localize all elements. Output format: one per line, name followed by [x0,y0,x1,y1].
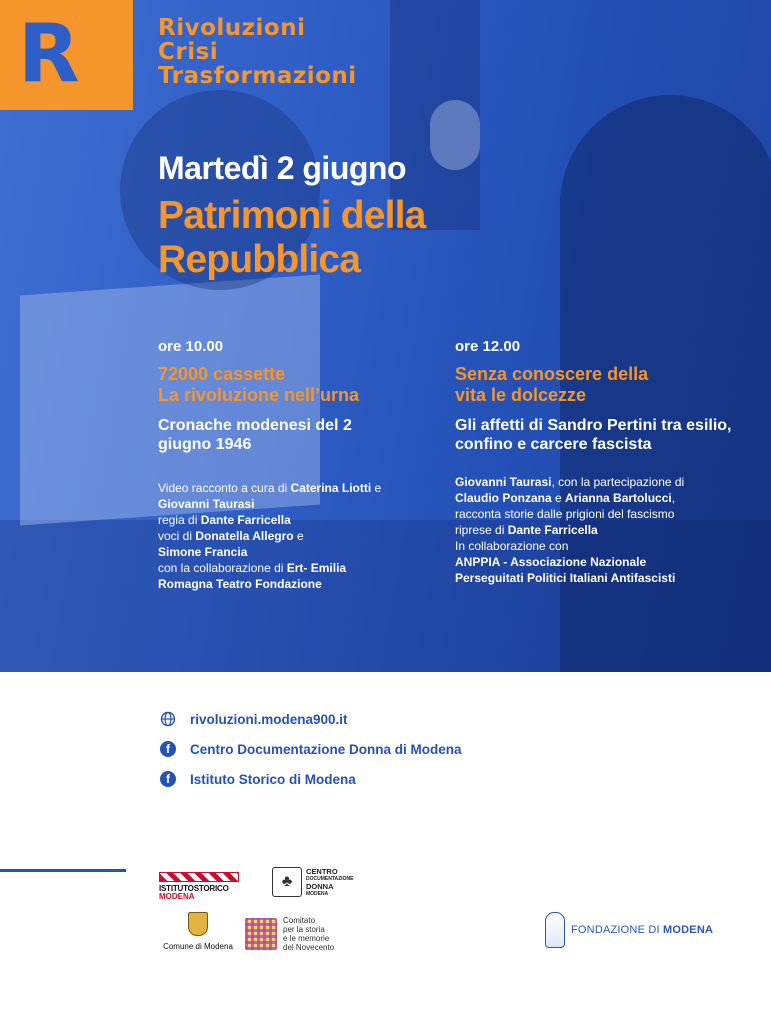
session-1 [158,338,408,592]
logo-text: Comitato per la storia e le memorie del Novecento [283,916,335,952]
credit-line: regia di Dante Farricella [158,513,291,527]
session-subtitle: Cronache modenesi del 2 giugno 1946 [158,417,352,453]
session-subtitle: Gli affetti di Sandro Pertini tra esilio, confino e carcere fascista [455,417,732,453]
session-title-line: Senza conoscere della [455,364,649,384]
session-title-line: La rivoluzione nell’urna [158,385,360,405]
session-2 [455,338,755,586]
facebook-link-cdd[interactable] [160,734,462,764]
brand-line: Trasformazioni [158,63,357,89]
globe-icon [160,711,176,727]
website-link[interactable] [160,704,462,734]
tree-icon: ♣ [272,867,302,897]
session-title [158,364,408,406]
crest-icon [188,912,208,936]
facebook-link-label[interactable]: Centro Documentazione Donna di Modena [190,741,462,757]
event-date: Martedì 2 giugno [158,150,406,186]
brand-logo [0,0,133,110]
brand-name [158,16,357,88]
comitato-logo [245,916,334,952]
session-time: ore 12.00 [455,338,521,355]
facebook-link-istituto[interactable] [160,764,462,794]
contact-links [160,704,462,794]
session-title-line: 72000 cassette [158,364,286,384]
credit-line: In collaborazione con [455,539,569,553]
logo-text: CENTRO DOCUMENTAZIONE DONNA MODENA [306,867,354,897]
credit-line: Giovanni Taurasi [158,497,255,511]
session-time: ore 10.00 [158,338,224,355]
event-title: Patrimoni della Repubblica [158,194,426,281]
stripes-icon [159,872,239,882]
session-credits [158,480,408,592]
credit-line: Simone Francia [158,545,248,559]
brand-line: Rivoluzioni [158,15,306,41]
fondazione-logo [545,912,713,948]
credit-line: Giovanni Taurasi, con la partecipazione di [455,475,685,489]
credit-line: Claudio Ponzana e Arianna Bartolucci, [455,491,676,505]
credit-line: Romagna Teatro Fondazione [158,577,322,591]
brand-line: Crisi [158,39,219,65]
crest-icon [545,912,565,948]
session-title [455,364,755,406]
credit-line: Video racconto a cura di Caterina Liotti e [158,481,382,495]
divider-bar [0,869,126,872]
logo-text: FONDAZIONE DI MODENA [571,924,714,936]
facebook-icon: f [160,741,176,757]
credit-line: Perseguitati Politici Italiani Antifascisti [455,571,676,585]
logo-text: MODENA [159,892,195,901]
comune-logo [158,912,238,951]
grid-icon [245,918,277,950]
istituto-storico-logo [159,872,239,901]
facebook-link-label[interactable]: Istituto Storico di Modena [190,771,356,787]
logo-text: ISTITUTOSTORICO [159,884,229,893]
credit-line: racconta storie dalle prigioni del fascismo [455,507,675,521]
credit-line: ANPPIA - Associazione Nazionale [455,555,647,569]
credit-line: voci di Donatella Allegro e [158,529,304,543]
credit-line: con la collaborazione di Ert- Emilia [158,561,347,575]
brand-logo-letter: R [18,7,80,100]
centro-documentazione-logo [272,867,353,897]
credit-line: riprese di Dante Farricella [455,523,598,537]
logo-text: Comune di Modena [163,942,233,951]
photo-person-center [430,100,480,170]
facebook-icon: f [160,771,176,787]
session-credits [455,474,755,586]
website-link-label[interactable]: rivoluzioni.modena900.it [190,711,348,727]
session-title-line: vita le dolcezze [455,385,587,405]
